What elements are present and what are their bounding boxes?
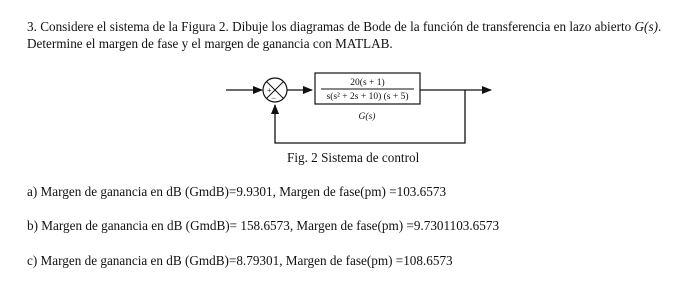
question-body-end: . Determine el margen de fase y el margen de ganancia con MATLAB. xyxy=(27,19,662,51)
option-b: b) Margen de ganancia en dB (GmdB)= 158.6573, Margen de fase(pm) =9.7301103.6573 xyxy=(27,218,500,233)
function-name: G(s) xyxy=(634,19,658,34)
question-number: 3. xyxy=(27,19,37,34)
plus-sign: + xyxy=(267,86,272,95)
tf-denominator: s(s² + 2s + 10) (s + 5) xyxy=(326,92,409,102)
block-label: G(s) xyxy=(358,112,376,122)
option-c: c) Margen de ganancia en dB (GmdB)=8.79301, Margen de fase(pm) =108.6573 xyxy=(27,253,453,268)
question-body-start: Considere el sistema de la Figura 2. Dibuje los diagramas de Bode de la función de transferencia en lazo abierto xyxy=(40,19,635,34)
minus-sign: − xyxy=(271,93,277,103)
figure-caption: Fig. 2 Sistema de control xyxy=(287,150,420,165)
tf-numerator: 20(s + 1) xyxy=(350,78,385,88)
option-a: a) Margen de ganancia en dB (GmdB)=9.9301, Margen de fase(pm) =103.6573 xyxy=(27,184,447,199)
